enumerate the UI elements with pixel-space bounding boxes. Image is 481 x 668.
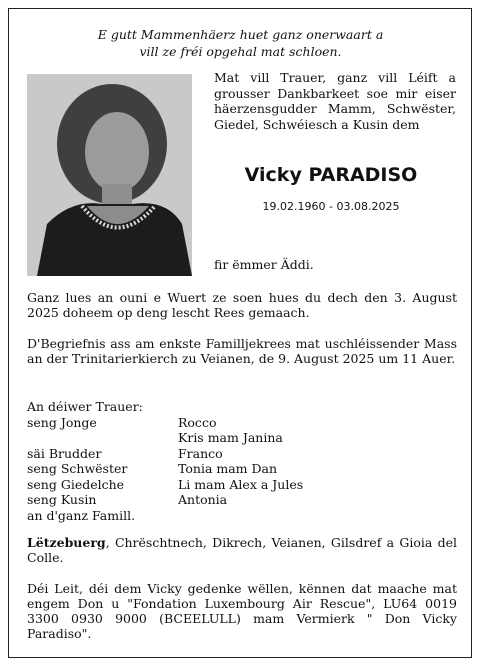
donation-paragraph: Déi Leit, déi dem Vicky gedenke wëllen, kënnen dat maache mat engem Don u "Fondation Luxembourg Air Rescue", LU64 0019 3300 0930 9000 (BCEELULL) mam Vermierk " Don Vicky Paradiso". [27,581,457,641]
passing-paragraph: Ganz lues an ouni e Wuert ze soen hues du dech den 3. August 2025 doheem op deng lescht Rees gemaach. [27,290,457,320]
places-paragraph [27,535,457,565]
places-bold: Lëtzebuerg [27,535,106,550]
mourner-row [27,415,303,431]
mourner-relation: seng Kusin [27,492,97,507]
intro-text: Mat vill Trauer, ganz vill Léift a grousser Dankbarkeet soe mir eiser häerzensgudder Mamm, Schwëster, Giedel, Schwéiesch a Kusin dem [214,70,456,132]
mourner-names: Antonia [178,492,228,507]
mourner-row [27,446,303,462]
mourner-row [27,461,303,477]
mourners-list [27,399,303,523]
mourners-header: An déiwer Trauer: [27,399,143,414]
mourner-names: Li mam Alex a Jules [178,476,304,492]
mourner-names: Tonia mam Dan [178,461,278,476]
quote-line-1: E gutt Mammenhäerz huet ganz onerwaart a [97,27,384,42]
mourner-row [27,477,303,493]
portrait-photo [27,74,192,276]
mourner-relation: säi Brudder [27,445,102,461]
quote-line-2: vill ze fréi opgehal mat schloen. [139,44,342,59]
mourner-row [27,492,303,508]
mourner-names: Rocco [178,414,217,430]
places-rest: , Chrëschtnech, Dikrech, Veianen, Gilsdref a Gioia del Colle. [27,535,457,565]
life-dates: 19.02.1960 - 03.08.2025 [262,200,400,213]
mourner-relation: seng Schwëster [27,461,128,476]
mourner-names: Franco [178,445,223,461]
mourner-relation: seng Jonge [27,414,97,430]
opening-quote [20,26,461,60]
mourner-row [27,430,303,446]
deceased-name: Vicky PARADISO [244,164,418,186]
farewell-text: fir ëmmer Äddi. [214,257,314,272]
mourners-footer: an d'ganz Famill. [27,507,136,523]
mourner-relation [27,430,178,446]
mourner-relation: seng Giedelche [27,476,125,492]
funeral-paragraph: D'Begriefnis ass am enkste Familljekrees mat uschléissender Mass an der Trinitarierkierch zu Veianen, de 9. August 2025 um 11 Auer. [27,336,457,366]
mourner-names: Kris mam Janina [178,430,283,445]
